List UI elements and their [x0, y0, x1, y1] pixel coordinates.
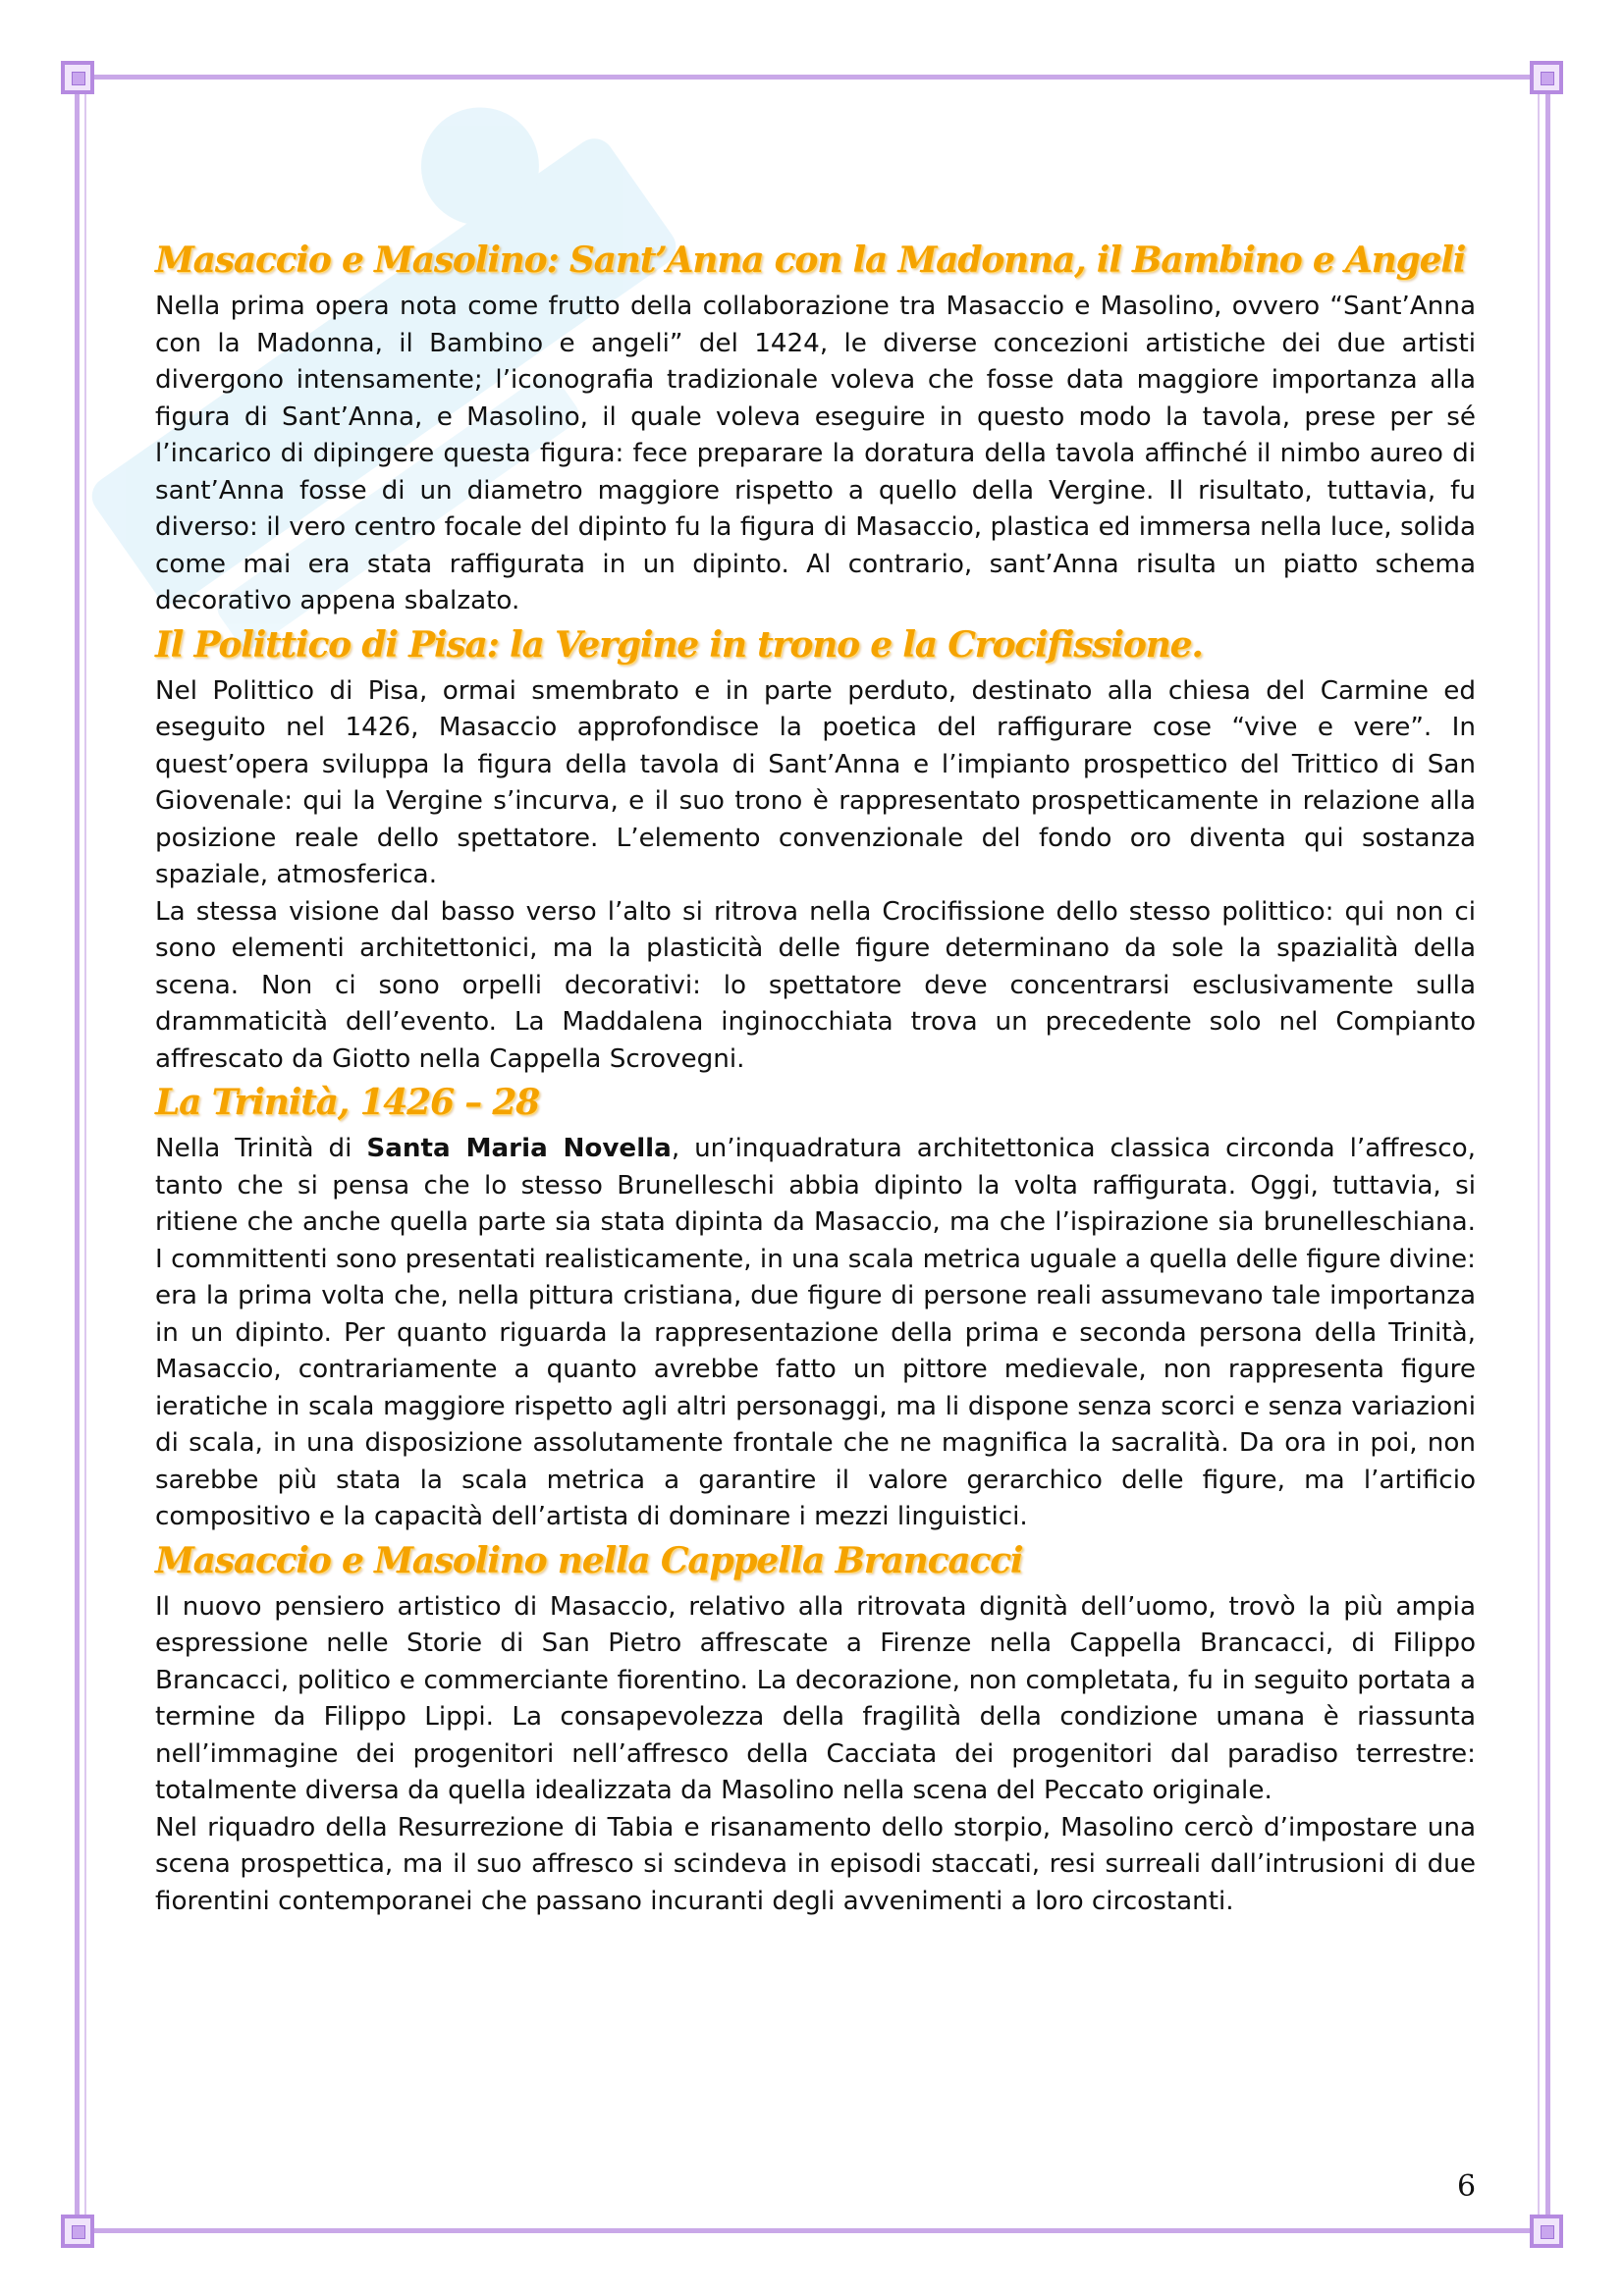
page-border-right: [1545, 69, 1550, 2238]
section-polittico-pisa: [155, 622, 1476, 1079]
paragraph-intro: Nella Trinità di: [155, 1134, 367, 1163]
page-border-left: [75, 69, 80, 2238]
page-border-top: [69, 75, 1555, 80]
paragraph: [155, 1131, 1476, 1536]
paragraph: Nella prima opera nota come frutto della collaborazione tra Masaccio e Masolino, ovvero “Sant’Anna con la Madonna, il Bambino e angeli” del 1424, le diverse concezioni artistiche dei due artisti divergono intensamente; l’iconografia tradizionale voleva che fosse data maggiore importanza alla figura di Sant’Anna, e Masolino, il quale voleva eseguire in questo modo la tavola, prese per sé l’incarico di dipingere questa figura: fece preparare la doratura della tavola affinché il nimbo aureo di sant’Anna fosse di un diametro maggiore rispetto a quello della Vergine. Il risultato, tuttavia, fu diverso: il vero centro focale del dipinto fu la figura di Masaccio, plastica ed immersa nella luce, solida come mai era stata raffigurata in un dipinto. Al contrario, sant’Anna risulta un piatto schema decorativo appena sbalzato.: [155, 292, 1476, 615]
paragraph: Nel riquadro della Resurrezione di Tabia e risanamento dello storpio, Masolino cercò d’impostare una scena prospettica, ma il suo affresco si scindeva in episodi staccati, resi surreali dall’intrusioni di due fiorentini contemporanei che passano incuranti degli avvenimenti a loro circostanti.: [155, 1812, 1476, 1916]
corner-ornament-top-left: [61, 61, 94, 94]
page-number: 6: [1457, 2169, 1477, 2204]
page-border-inner-left: [84, 90, 86, 2220]
section-title: La Trinità, 1426 – 28: [155, 1082, 540, 1123]
bold-term: Santa Maria Novella: [366, 1134, 672, 1163]
section-sant-anna: [155, 238, 1476, 620]
section-title: Il Polittico di Pisa: la Vergine in trono e la Crocifissione.: [155, 623, 1203, 666]
paragraph: Nel Polittico di Pisa, ormai smembrato e in parte perduto, destinato alla chiesa del Carmine ed eseguito nel 1426, Masaccio approfondisce la poetica del raffigurare cose “vive e vere”. In quest’opera sviluppa la figura della tavola di Sant’Anna e l’impianto prospettico del Trittico di San Giovenale: qui la Vergine s’incurva, e il suo trono è rappresentato prospetticamente in relazione alla posizione reale dello spettatore. L’elemento convenzionale del fondo oro diventa qui sostanza spaziale, atmosferica.: [155, 675, 1476, 889]
page-border-inner-right: [1538, 90, 1540, 2220]
corner-ornament-bottom-left: [61, 2215, 94, 2248]
paragraph-rest: , un’inquadratura architettonica classica circonda l’affresco, tanto che si pensa che lo stesso Brunelleschi abbia dipinto la volta raffigurata. Oggi, tuttavia, si ritiene che anche quella parte sia stata dipinta da Masaccio, ma che l’ispirazione sia brunelleschiana. I committenti sono presentati realisticamente, in una scala metrica uguale a quella delle figure divine: era la prima volta che, nella pittura cristiana, due figure di persone reali assumevano tale importanza in un dipinto. Per quanto riguarda la rappresentazione della prima e seconda persona della Trinità, Masaccio, contrariamente a quanto avrebbe fatto un pittore medievale, non rappresenta figure ieratiche in scala maggiore rispetto agli altri personaggi, ma li dispone senza scorci e senza variazioni di scala, in una disposizione assolutamente frontale che ne magnifica la sacralità. Da ora in poi, non sarebbe più stata la scala metrica a garantire il valore gerarchico delle figure, ma l’artificio compositivo e la capacità dell’artista di dominare i mezzi linguistici.: [155, 1134, 1476, 1531]
corner-ornament-top-right: [1530, 61, 1563, 94]
section-title: Masaccio e Masolino nella Cappella Brancacci: [155, 1539, 1023, 1581]
section-trinita: [155, 1080, 1476, 1536]
corner-ornament-bottom-right: [1530, 2215, 1563, 2248]
page-content: [155, 238, 1476, 1922]
paragraph: La stessa visione dal basso verso l’alto si ritrova nella Crocifissione dello stesso polittico: qui non ci sono elementi architettonici, ma la plasticità delle figure determinano da sole la spazialità della scena. Non ci sono orpelli decorativi: lo spettatore deve concentrarsi esclusivamente sulla drammaticità dell’evento. La Maddalena inginocchiata trova un precedente solo nel Compianto affrescato da Giotto nella Cappella Scrovegni.: [155, 896, 1476, 1074]
page-border-bottom: [69, 2228, 1555, 2233]
section-cappella-brancacci: [155, 1538, 1476, 1921]
section-title: Masaccio e Masolino: Sant’Anna con la Madonna, il Bambino e Angeli: [155, 240, 1466, 281]
paragraph: Il nuovo pensiero artistico di Masaccio, relativo alla ritrovata dignità dell’uomo, trovò la più ampia espressione nelle Storie di San Pietro affrescate a Firenze nella Cappella Brancacci, di Filippo Brancacci, politico e commerciante fiorentino. La decorazione, non completata, fu in seguito portata a termine da Filippo Lippi. La consapevolezza della fragilità della condizione umana è riassunta nell’immagine dei progenitori nell’affresco della Cacciata dei progenitori dal paradiso terrestre: totalmente diversa da quella idealizzata da Masolino nella scena del Peccato originale.: [155, 1591, 1476, 1805]
